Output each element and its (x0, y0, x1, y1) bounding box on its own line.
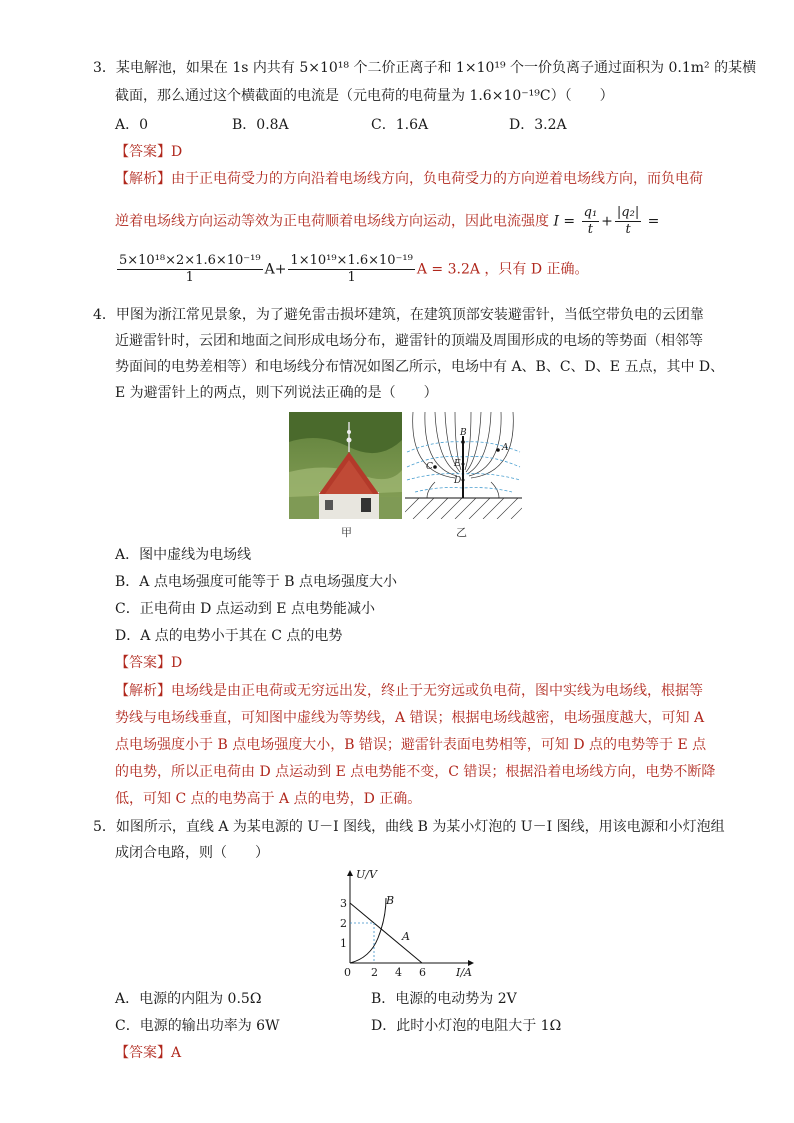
caption-jia: 甲 (341, 526, 352, 539)
q3-answer: 【答案】D (115, 144, 183, 160)
q5-option-d[interactable]: D．此时小灯泡的电阻大于 1Ω (371, 1018, 562, 1034)
q3-fraction-q1-den: t (587, 222, 594, 237)
q3-formula-i: I = (553, 213, 576, 230)
q3-fraction-q1 (582, 205, 600, 238)
point-label-c: C (426, 462, 433, 472)
q3-eq-sign: = (647, 213, 660, 230)
point-label-a: A (502, 443, 509, 453)
q4-option-b[interactable]: B．A 点电场强度可能等于 B 点电场强度大小 (115, 574, 398, 590)
q4-analysis-line4: 的电势，所以正电荷由 D 点运动到 E 点电势能不变，C 错误；根据沿着电场线方向，电势不断降 (115, 764, 716, 780)
q3-analysis-line2: 逆着电场线方向运动等效为正电荷顺着电场线方向运动，因此电流强度 I = $\frac{\text{q₁}}{t}$ + $\frac{\text{|q₂|}}{t}$ = (115, 205, 660, 237)
q3-fraction-q2 (615, 205, 641, 238)
q4-analysis-line3: 点电场强度小于 B 点电场强度大小，B 错误；避雷针表面电势相等，可知 D 点的电势等于 E 点 (115, 737, 707, 753)
q5-option-c[interactable]: C．电源的输出功率为 6W (115, 1018, 280, 1034)
q3-option-b[interactable]: B．0.8A (232, 117, 289, 133)
q3-stem-line1: 3．某电解池，如果在 1s 内共有 5×10¹⁸ 个二价正离子和 1×10¹⁹ 个一价负离子通过面积为 0.1m² 的某横 (93, 60, 757, 76)
q3-fraction-q2-num: |q₂| (616, 205, 640, 220)
q3-calc-den1: 1 (185, 270, 194, 285)
q3-option-a[interactable]: A．0 (115, 117, 149, 133)
q3-calc-end: A = 3.2A ，只有 D 正确。 (416, 261, 589, 278)
ui-graph (330, 868, 480, 980)
graph-ytick-3: 3 (340, 897, 347, 910)
q5-option-b[interactable]: B．电源的电动势为 2V (371, 991, 517, 1007)
q3-option-d[interactable]: D．3.2A (509, 117, 567, 133)
graph-xtick-6: 6 (419, 966, 426, 979)
point-label-d: D (454, 476, 462, 486)
q4-stem-line4: E 为避雷针上的两点，则下列说法正确的是（ ） (115, 385, 438, 401)
q3-analysis-text: 逆着电场线方向运动等效为正电荷顺着电场线方向运动，因此电流强度 (115, 213, 549, 230)
q3-calc-mid: A+ (264, 261, 287, 278)
q3-calc-den2: 1 (347, 270, 356, 285)
lightning-rod-photo (289, 412, 402, 519)
graph-xtick-2: 2 (371, 966, 378, 979)
point-label-e: E (454, 459, 461, 469)
q3-calc-fraction2 (288, 253, 414, 286)
q3-calculation (115, 253, 589, 286)
q3-fraction-q2-den: t (625, 222, 631, 237)
q5-answer: 【答案】A (115, 1045, 182, 1061)
q4-stem-line1: 4．甲图为浙江常见景象，为了避免雷击损坏建筑，在建筑顶部安装避雷针，当低空带负电的云团靠 (93, 307, 704, 323)
q3-stem-line2: 截面，那么通过这个横截面的电流是（元电荷的电荷量为 1.6×10⁻¹⁹C）（ ） (115, 88, 614, 104)
graph-label-a: A (402, 930, 410, 943)
q5-option-a[interactable]: A．电源的内阻为 0.5Ω (115, 991, 262, 1007)
q3-option-c[interactable]: C．1.6A (371, 117, 429, 133)
field-lines-diagram (405, 412, 522, 519)
q4-analysis-line5: 低，可知 C 点的电势高于 A 点的电势，D 正确。 (115, 791, 422, 807)
q4-option-a[interactable]: A．图中虚线为电场线 (115, 547, 252, 563)
q3-calc-num2: 1×10¹⁹×1.6×10⁻¹⁹ (290, 253, 413, 268)
graph-xlabel: I/A (456, 966, 472, 979)
q3-analysis-line1: 【解析】由于正电荷受力的方向沿着电场线方向，负电荷受力的方向逆着电场线方向，而负电荷 (115, 171, 703, 187)
graph-label-b: B (386, 894, 395, 907)
q5-stem-line2: 成闭合电路，则（ ） (115, 845, 269, 861)
graph-ylabel: U/V (356, 868, 377, 881)
q4-option-c[interactable]: C．正电荷由 D 点运动到 E 点电势能减小 (115, 601, 375, 617)
graph-xtick-4: 4 (395, 966, 402, 979)
q4-analysis-line2: 势线与电场线垂直，可知图中虚线为等势线，A 错误；根据电场线越密，电场强度越大，可知 A (115, 710, 705, 726)
q4-answer: 【答案】D (115, 655, 183, 671)
q3-calc-num1: 5×10¹⁸×2×1.6×10⁻¹⁹ (119, 253, 261, 268)
q5-stem-line1: 5．如图所示，直线 A 为某电源的 U－I 图线，曲线 B 为某小灯泡的 U－I 图线，用该电源和小灯泡组 (93, 819, 725, 835)
q4-option-d[interactable]: D．A 点的电势小于其在 C 点的电势 (115, 628, 343, 644)
q4-stem-line2: 近避雷针时，云团和地面之间形成电场分布，避雷针的顶端及周围形成的电场的等势面（相邻等 (115, 333, 703, 349)
point-label-b: B (460, 428, 467, 438)
q3-fraction-q1-num: q₁ (583, 205, 598, 220)
graph-ytick-1: 1 (340, 937, 347, 950)
graph-xtick-0: 0 (344, 966, 351, 979)
q4-analysis-line1: 【解析】电场线是由正电荷或无穷远出发，终止于无穷远或负电荷，图中实线为电场线，根据等 (115, 683, 703, 699)
q4-stem-line3: 势面间的电势差相等）和电场线分布情况如图乙所示，电场中有 A、B、C、D、E 五点，其中 D、 (115, 359, 725, 375)
caption-yi: 乙 (456, 526, 467, 539)
q3-calc-fraction1 (117, 253, 263, 286)
graph-ytick-2: 2 (340, 917, 347, 930)
